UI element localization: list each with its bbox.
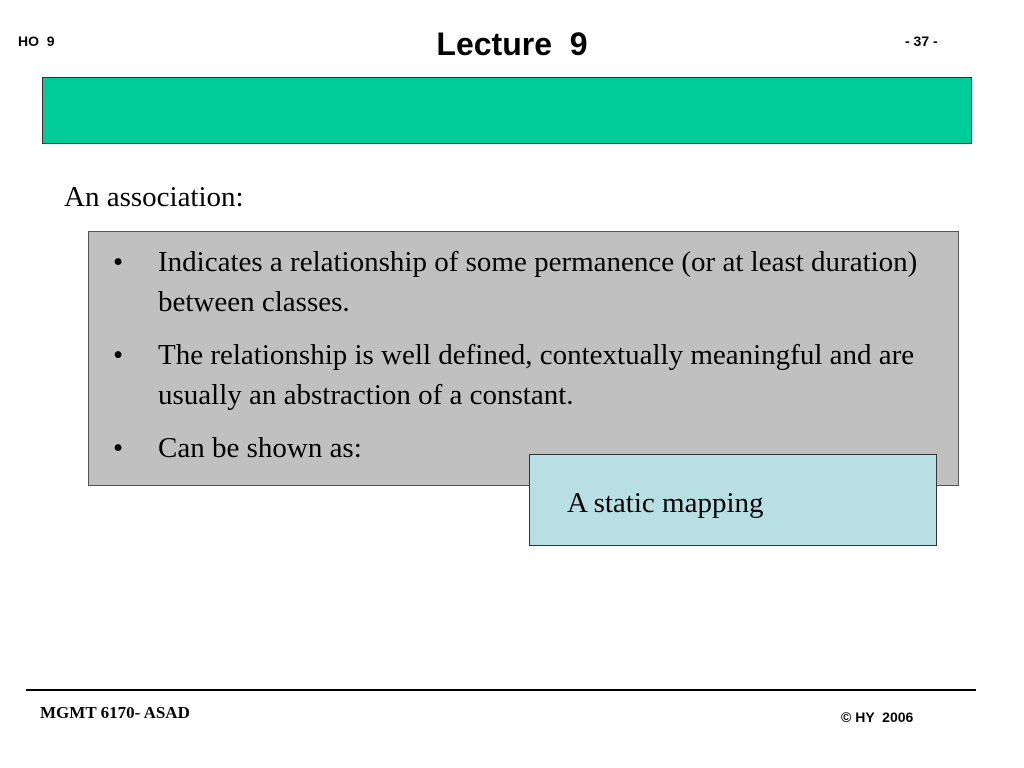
intro-text: An association: <box>64 181 244 213</box>
bullet-box <box>88 231 959 486</box>
bullet-item-relationship <box>89 242 958 322</box>
course-code: MGMT 6170- ASAD <box>40 703 190 722</box>
static-mapping-box <box>529 454 937 546</box>
slide-title: Lecture 9 <box>436 26 588 62</box>
bullet-text: The relationship is well defined, contextually meaningful and are usually an abstraction of a constant. <box>158 339 915 411</box>
title-banner <box>42 77 972 144</box>
bullet-list <box>89 242 958 481</box>
copyright-notice: © HY 2006 <box>841 709 914 725</box>
bullet-text: Indicates a relationship of some permanence (or at least duration) between classes. <box>158 246 918 318</box>
page-number: - 37 - <box>905 33 938 49</box>
bullet-text: Can be shown as: <box>158 432 362 464</box>
footer-divider <box>26 689 976 691</box>
bullet-marker: • <box>113 246 124 278</box>
handout-label: HO 9 <box>18 33 55 49</box>
bullet-item-well-defined <box>89 335 958 415</box>
bullet-marker: • <box>113 432 124 464</box>
static-mapping-label: A static mapping <box>567 487 764 519</box>
bullet-marker: • <box>113 339 124 371</box>
